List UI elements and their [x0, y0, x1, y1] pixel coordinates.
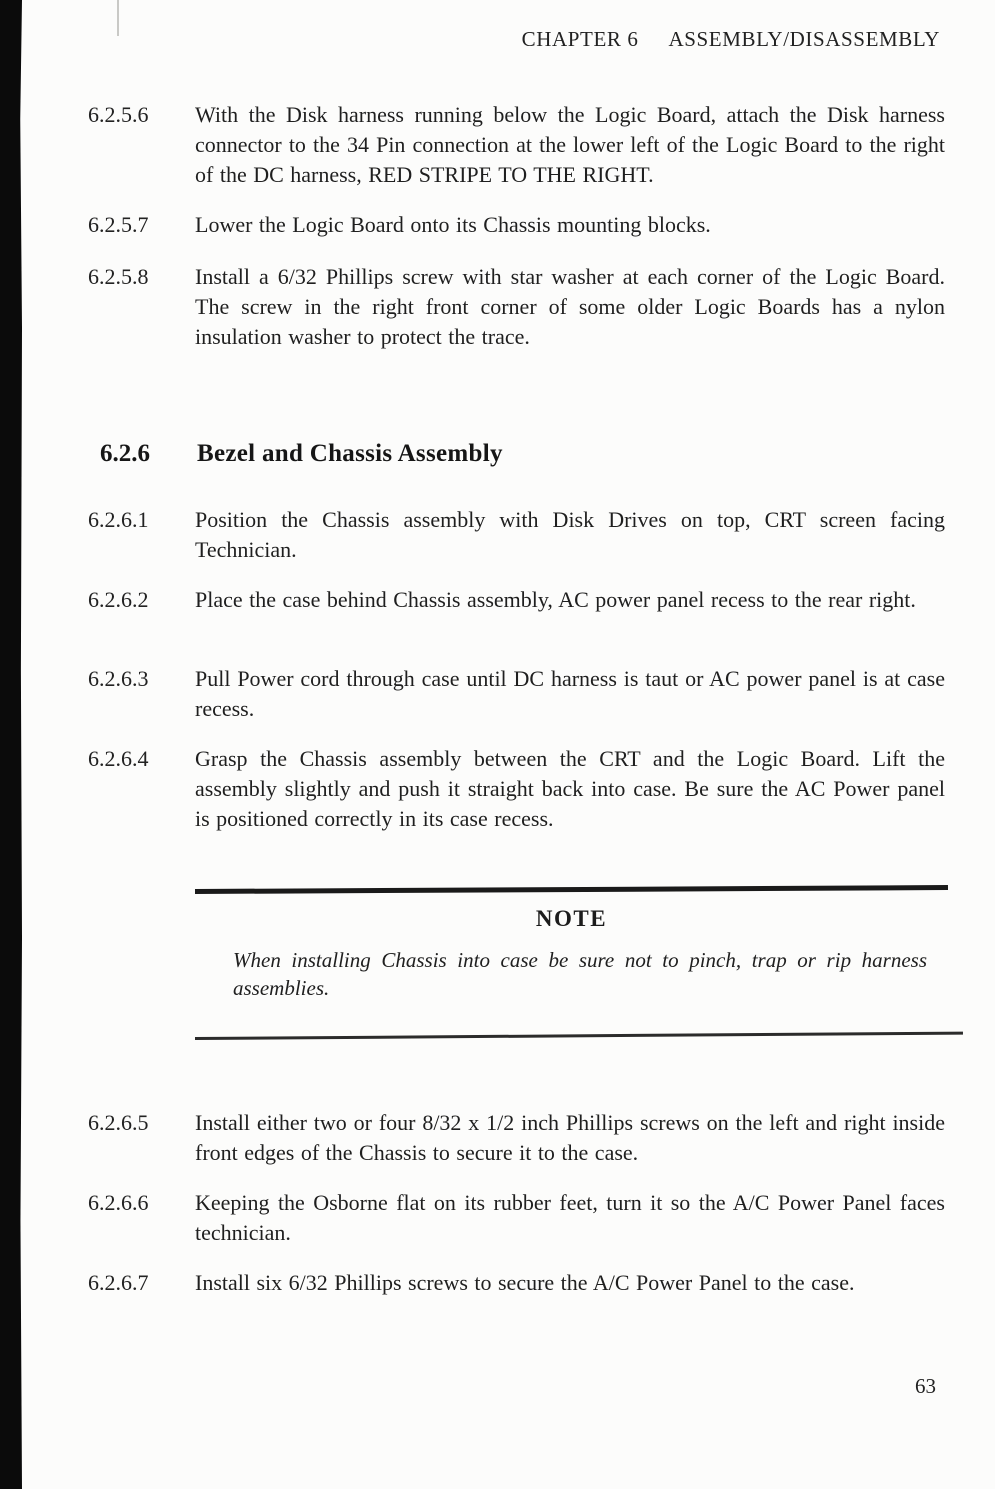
step-text: Lower the Logic Board onto its Chassis mounting blocks.: [195, 212, 711, 237]
step-text: Install six 6/32 Phillips screws to secure the A/C Power Panel to the case.: [195, 1270, 855, 1295]
scan-streak-artifact: [117, 0, 119, 36]
procedure-step: [88, 1108, 945, 1168]
step-number: 6.2.6.1: [88, 507, 149, 532]
step-text: Place the case behind Chassis assembly, AC power panel recess to the rear right.: [195, 587, 916, 612]
section-title: Bezel and Chassis Assembly: [197, 440, 503, 467]
procedure-step: [88, 744, 945, 834]
procedure-step: [88, 1268, 854, 1298]
step-number: 6.2.5.8: [88, 264, 149, 289]
scan-gutter-bar: [0, 0, 22, 1489]
step-text: Install either two or four 8/32 x 1/2 inch Phillips screws on the left and right inside front edges of the Chassis to secure it to the case.: [195, 1110, 945, 1165]
step-number: 6.2.5.7: [88, 212, 149, 237]
note-label: NOTE: [535, 906, 608, 931]
section-number: 6.2.6: [100, 440, 150, 467]
step-text: Position the Chassis assembly with Disk Drives on top, CRT screen facing Technician.: [195, 507, 945, 562]
step-number: 6.2.6.6: [88, 1190, 149, 1215]
note-rule-top: [195, 885, 948, 894]
step-text: Keeping the Osborne flat on its rubber feet, turn it so the A/C Power Panel faces technician.: [195, 1190, 945, 1245]
step-text: Grasp the Chassis assembly between the CRT and the Logic Board. Lift the assembly slightly and push it straight back into case. Be sure the AC Power panel is positioned correctly in its case recess.: [195, 746, 945, 831]
chapter-title: ASSEMBLY/DISASSEMBLY: [668, 27, 940, 51]
step-number: 6.2.6.2: [88, 587, 149, 612]
procedure-step: [88, 100, 945, 190]
procedure-step: [88, 585, 945, 615]
step-number: 6.2.6.5: [88, 1110, 149, 1135]
page-number: 63: [915, 1374, 936, 1398]
running-header: [522, 27, 940, 52]
chapter-label: CHAPTER 6: [521, 27, 639, 51]
note-text: When installing Chassis into case be sure not to pinch, trap or rip harness assemblies.: [233, 948, 927, 1000]
procedure-step: [88, 210, 711, 240]
procedure-step: [88, 262, 945, 352]
procedure-step: [88, 1188, 945, 1248]
step-number: 6.2.6.4: [88, 746, 149, 771]
step-text: Install a 6/32 Phillips screw with star washer at each corner of the Logic Board. The screw in the right front corner of some older Logic Boards has a nylon insulation washer to protect the trace.: [195, 264, 945, 349]
step-number: 6.2.6.7: [88, 1270, 149, 1295]
step-number: 6.2.5.6: [88, 102, 149, 127]
note-rule-bottom: [195, 1032, 963, 1040]
section-heading: [100, 440, 503, 468]
step-text: With the Disk harness running below the Logic Board, attach the Disk harness connector to the 34 Pin connection at the lower left of the Logic Board to the right of the DC harness, RED STRIPE TO THE RIGHT.: [195, 102, 945, 187]
step-number: 6.2.6.3: [88, 666, 149, 691]
procedure-step: [88, 664, 945, 724]
procedure-step: [88, 505, 945, 565]
step-text: Pull Power cord through case until DC harness is taut or AC power panel is at case recess.: [195, 666, 945, 721]
